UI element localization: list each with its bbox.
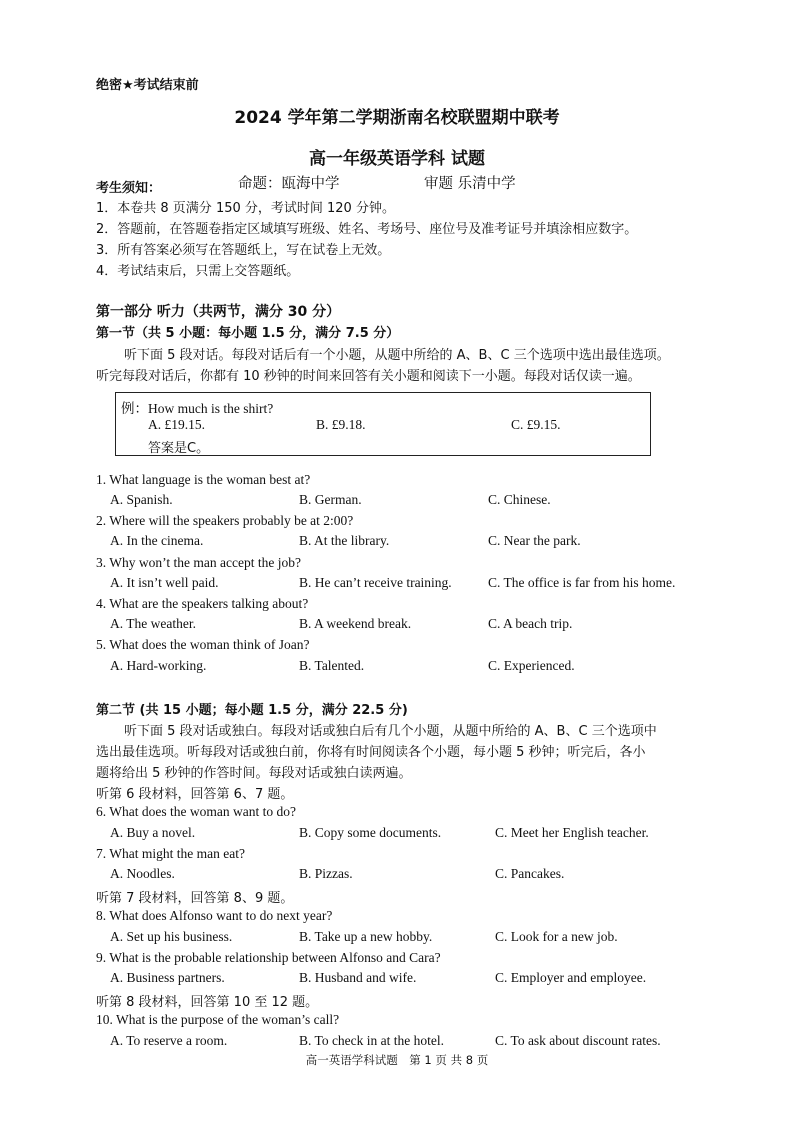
q5-option-c: C. Experienced. xyxy=(488,658,575,673)
material-6-label: 听第 6 段材料，回答第 6、7 题。 xyxy=(96,787,294,802)
question-1: 1. What language is the woman best at? xyxy=(96,472,311,487)
q9-option-a: A. Business partners. xyxy=(110,970,225,985)
section1-intro: 听下面 5 段对话。每段对话后有一个小题，从题中所给的 A、B、C 三个选项中选出最佳选项。 xyxy=(124,348,670,363)
question-5: 5. What does the woman think of Joan? xyxy=(96,637,310,652)
q6-option-b: B. Copy some documents. xyxy=(299,825,442,840)
question-2: 2. Where will the speakers probably be at 2:00? xyxy=(96,513,354,528)
question-7: 7. What might the man eat? xyxy=(96,846,245,861)
q7-option-b: B. Pizzas. xyxy=(299,866,353,881)
question-6: 6. What does the woman want to do? xyxy=(96,804,296,819)
section2-intro: 选出最佳选项。听每段对话或独白前，你将有时间阅读各个小题，每小题 5 秒钟；听完后，各小 xyxy=(96,745,646,760)
exam-subtitle: 高一年级英语学科 试题 xyxy=(309,149,485,169)
part1-title: 第一部分 听力（共两节，满分 30 分） xyxy=(96,304,341,320)
example-question: 例：How much is the shirt? xyxy=(121,401,274,416)
q8-option-a: A. Set up his business. xyxy=(110,929,233,944)
q8-option-b: B. Take up a new hobby. xyxy=(299,929,433,944)
exam-title: 2024 学年第二学期浙南名校联盟期中联考 xyxy=(234,108,560,128)
reviewer-line: 审题 乐清中学 xyxy=(424,176,516,192)
q10-option-b: B. To check in at the hotel. xyxy=(299,1033,445,1048)
q3-option-c: C. The office is far from his home. xyxy=(488,575,676,590)
example-option-c: C. £9.15. xyxy=(511,417,561,432)
q5-option-b: B. Talented. xyxy=(299,658,365,673)
material-8-label: 听第 8 段材料，回答第 10 至 12 题。 xyxy=(96,995,319,1010)
example-option-b: B. £9.18. xyxy=(316,417,366,432)
notice-item: 3．所有答案必须写在答题纸上，写在试卷上无效。 xyxy=(96,243,391,258)
q4-option-a: A. The weather. xyxy=(110,616,196,631)
q9-option-b: B. Husband and wife. xyxy=(299,970,417,985)
q2-option-b: B. At the library. xyxy=(299,533,390,548)
question-4: 4. What are the speakers talking about? xyxy=(96,596,309,611)
q3-option-b: B. He can’t receive training. xyxy=(299,575,452,590)
question-10: 10. What is the purpose of the woman’s call? xyxy=(96,1012,340,1027)
question-9: 9. What is the probable relationship between Alfonso and Cara? xyxy=(96,950,441,965)
q4-option-b: B. A weekend break. xyxy=(299,616,412,631)
notice-item: 1．本卷共 8 页满分 150 分，考试时间 120 分钟。 xyxy=(96,201,395,216)
section1-title: 第一节（共 5 小题：每小题 1.5 分，满分 7.5 分） xyxy=(96,326,400,341)
notice-heading: 考生须知： xyxy=(96,181,162,196)
q4-option-c: C. A beach trip. xyxy=(488,616,573,631)
q2-option-a: A. In the cinema. xyxy=(110,533,204,548)
example-answer: 答案是C。 xyxy=(148,441,210,456)
section1-intro: 听完每段对话后，你都有 10 秒钟的时间来回答有关小题和阅读下一小题。每段对话仅读一遍。 xyxy=(96,369,641,384)
q6-option-c: C. Meet her English teacher. xyxy=(495,825,649,840)
section2-title: 第二节 (共 15 小题；每小题 1.5 分，满分 22.5 分) xyxy=(96,703,408,718)
confidential-label: 绝密★考试结束前 xyxy=(96,78,199,93)
q6-option-a: A. Buy a novel. xyxy=(110,825,196,840)
author-line: 命题：瓯海中学 xyxy=(238,176,340,192)
q1-option-b: B. German. xyxy=(299,492,362,507)
notice-item: 4．考试结束后，只需上交答题纸。 xyxy=(96,264,300,279)
q3-option-a: A. It isn’t well paid. xyxy=(110,575,219,590)
question-3: 3. Why won’t the man accept the job? xyxy=(96,555,301,570)
q1-option-c: C. Chinese. xyxy=(488,492,551,507)
q8-option-c: C. Look for a new job. xyxy=(495,929,618,944)
q7-option-a: A. Noodles. xyxy=(110,866,175,881)
section2-intro: 听下面 5 段对话或独白。每段对话或独白后有几个小题，从题中所给的 A、B、C 三个选项中 xyxy=(124,724,657,739)
section2-intro: 题将给出 5 秒钟的作答时间。每段对话或独白读两遍。 xyxy=(96,766,412,781)
question-8: 8. What does Alfonso want to do next year? xyxy=(96,908,333,923)
page-footer: 高一英语学科试题 第 1 页 共 8 页 xyxy=(305,1053,489,1067)
notice-item: 2．答题前，在答题卷指定区域填写班级、姓名、考场号、座位号及准考证号并填涂相应数字。 xyxy=(96,222,638,237)
q1-option-a: A. Spanish. xyxy=(110,492,173,507)
q10-option-c: C. To ask about discount rates. xyxy=(495,1033,661,1048)
q9-option-c: C. Employer and employee. xyxy=(495,970,647,985)
q7-option-c: C. Pancakes. xyxy=(495,866,565,881)
q2-option-c: C. Near the park. xyxy=(488,533,581,548)
material-7-label: 听第 7 段材料，回答第 8、9 题。 xyxy=(96,891,294,906)
q5-option-a: A. Hard-working. xyxy=(110,658,207,673)
example-option-a: A. £19.15. xyxy=(148,417,205,432)
q10-option-a: A. To reserve a room. xyxy=(110,1033,228,1048)
